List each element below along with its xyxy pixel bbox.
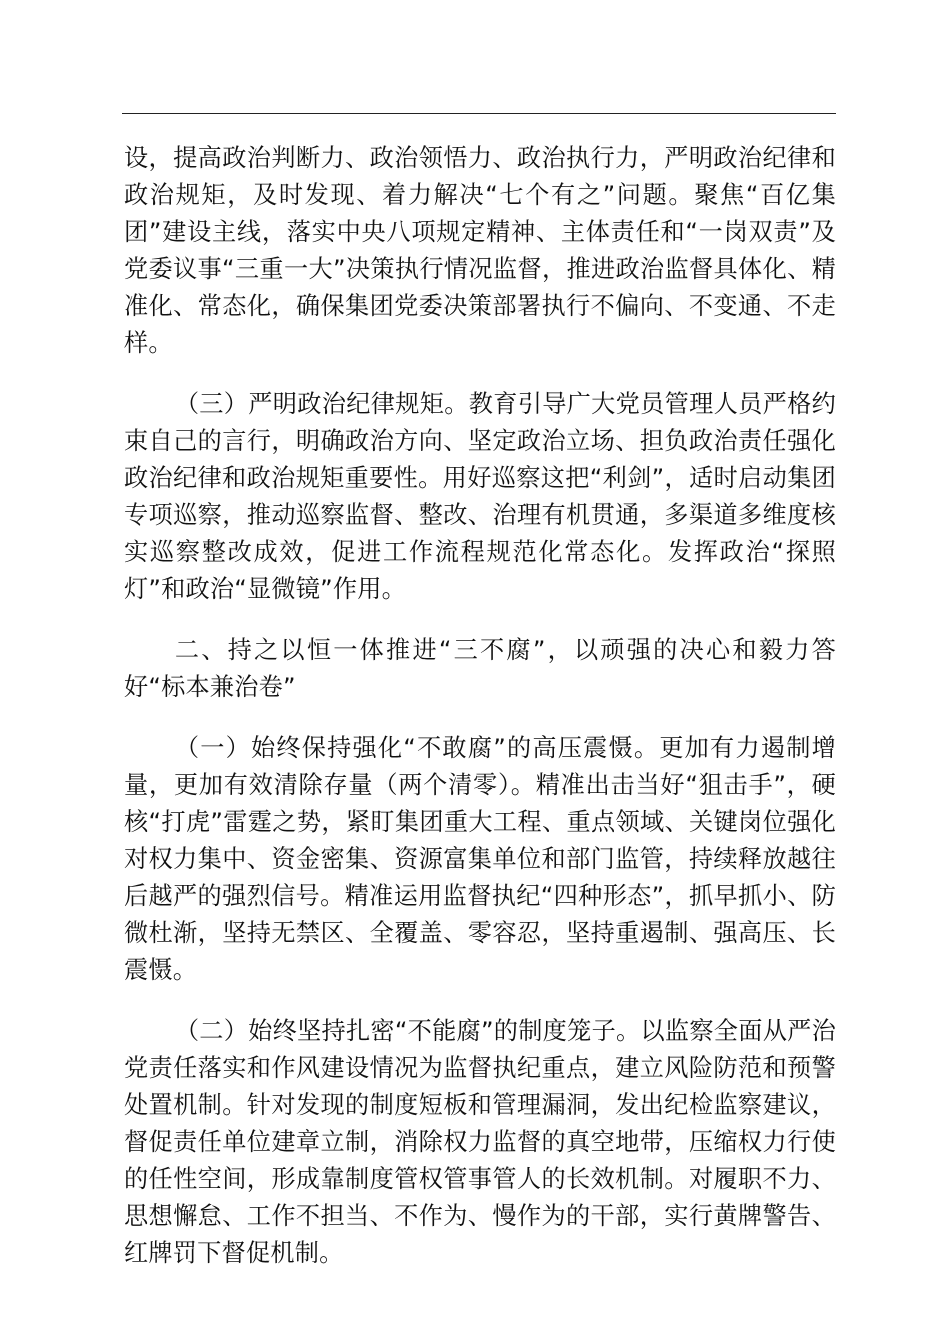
document-body bbox=[124, 140, 836, 1296]
paragraph-continuation: 设，提高政治判断力、政治领悟力、政治执行力，严明政治纪律和政治规矩，及时发现、着力解决“七个有之”问题。聚焦“百亿集团”建设主线，落实中央八项规定精神、主体责任和“一岗双责”及党委议事“三重一大”决策执行情况监督，推进政治监督具体化、精准化、常态化，确保集团党委决策部署执行不偏向、不变通、不走样。 bbox=[124, 144, 836, 357]
header-rule bbox=[122, 113, 836, 114]
section-heading-2: 二、持之以恒一体推进“三不腐”，以顽强的决心和毅力答好“标本兼治卷” bbox=[124, 636, 836, 701]
paragraph-section-2-1: （一）始终保持强化“不敢腐”的高压震慑。更加有力遏制增量，更加有效清除存量（两个清零）。精准出击当好“狙击手”，硬核“打虎”雷霆之势，紧盯集团重大工程、重点领域、关键岗位强化对权力集中、资金密集、资源富集单位和部门监管，持续释放越往后越严的强烈信号。精准运用监督执纪“四种形态”，抓早抓小、防微杜渐，坚持无禁区、全覆盖、零容忍，坚持重遏制、强高压、长震慑。 bbox=[124, 734, 836, 984]
paragraph-section-2-2: （二）始终坚持扎密“不能腐”的制度笼子。以监察全面从严治党责任落实和作风建设情况为监督执纪重点，建立风险防范和预警处置机制。针对发现的制度短板和管理漏洞，发出纪检监察建议，督促责任单位建章立制，消除权力监督的真空地带，压缩权力行使的任性空间，形成靠制度管权管事管人的长效机制。对履职不力、思想懈怠、工作不担当、不作为、慢作为的干部，实行黄牌警告、红牌罚下督促机制。 bbox=[124, 1017, 836, 1267]
paragraph-section-1-3: （三）严明政治纪律规矩。教育引导广大党员管理人员严格约束自己的言行，明确政治方向、坚定政治立场、担负政治责任强化政治纪律和政治规矩重要性。用好巡察这把“利剑”，适时启动集团专项巡察，推动巡察监督、整改、治理有机贯通，多渠道多维度核实巡察整改成效，促进工作流程规范化常态化。发挥政治“探照灯”和政治“显微镜”作用。 bbox=[124, 390, 836, 603]
